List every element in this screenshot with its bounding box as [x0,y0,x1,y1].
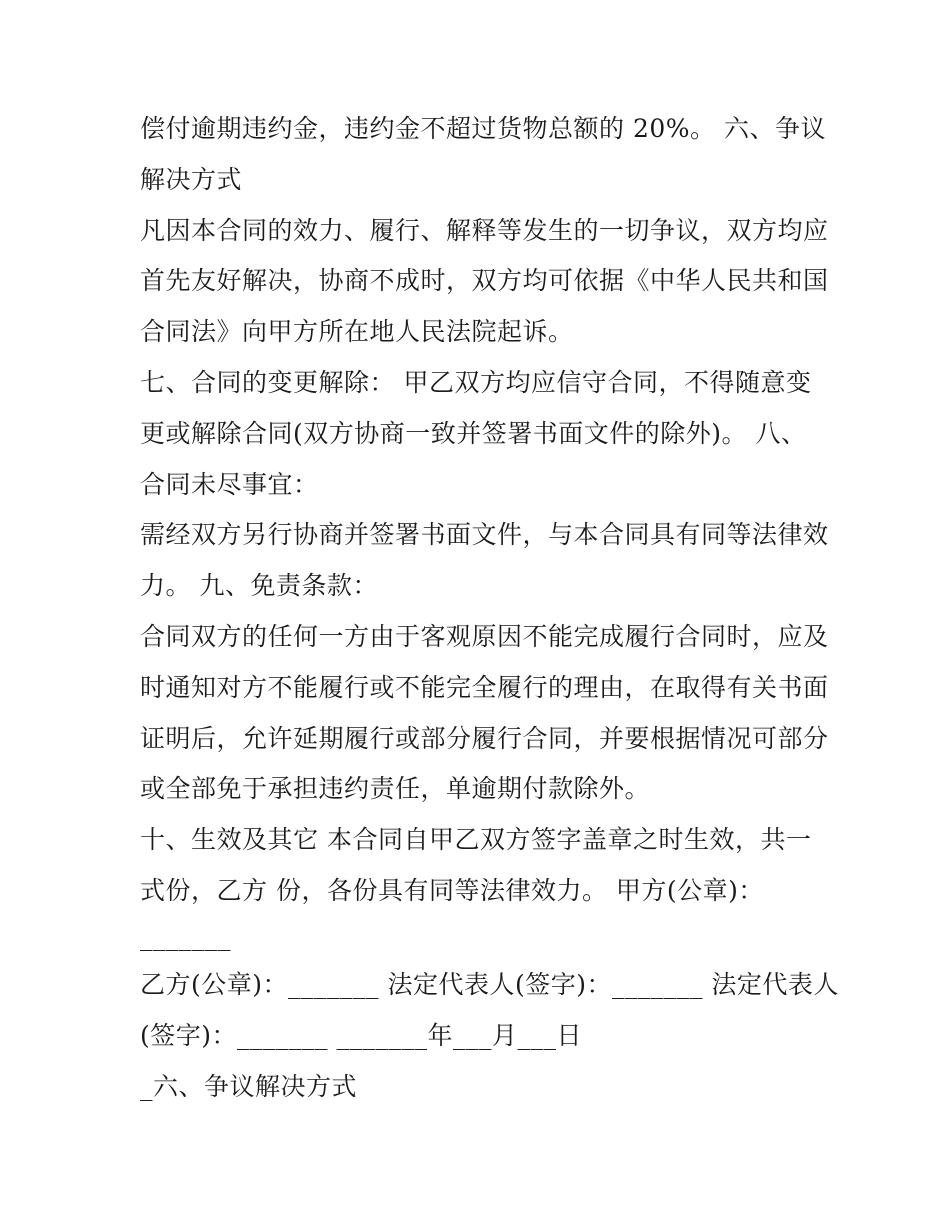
text-line: 证明后，允许延期履行或部分履行合同，并要根据情况可部分 [140,724,829,753]
text-line: 十、生效及其它 本合同自甲乙双方签字盖章之时生效，共一 [140,825,812,854]
text-line: 式份，乙方 份，各份具有同等法律效力。 甲方(公章)： [140,876,764,905]
text-line: (签字)：_______ _______年___月___日 [140,1021,582,1050]
text-line: 合同未尽事宜： [140,470,319,499]
text-line: 七、合同的变更解除： 甲乙双方均应信守合同，不得随意变 [140,368,812,397]
text-line: 凡因本合同的效力、履行、解释等发生的一切争议，双方均应 [140,216,829,245]
text-line: 乙方(公章)：_______ 法定代表人(签字)：_______ 法定代表人 [140,970,839,999]
text-line: 更或解除合同(双方协商一致并签署书面文件的除外)。 八、 [140,419,807,448]
text-line: 首先友好解决，协商不成时，双方均可依据《中华人民共和国 [140,266,829,295]
text-line: _六、争议解决方式 [140,1072,358,1101]
text-line: 需经双方另行协商并签署书面文件，与本合同具有同等法律效 [140,520,829,549]
text-line: 时通知对方不能履行或不能完全履行的理由，在取得有关书面 [140,673,829,702]
signature-blank: _______ [140,922,231,951]
text-line: 合同双方的任何一方由于客观原因不能完成履行合同时，应及 [140,622,829,651]
text-line: 偿付逾期违约金，违约金不超过货物总额的 20%。 六、争议 [140,114,826,143]
text-line: 合同法》向甲方所在地人民法院起诉。 [140,317,574,346]
text-line: 或全部免于承担违约责任，单逾期付款除外。 [140,774,651,803]
text-line: 解决方式 [140,165,243,194]
text-line: 力。 九、免责条款： [140,571,378,600]
